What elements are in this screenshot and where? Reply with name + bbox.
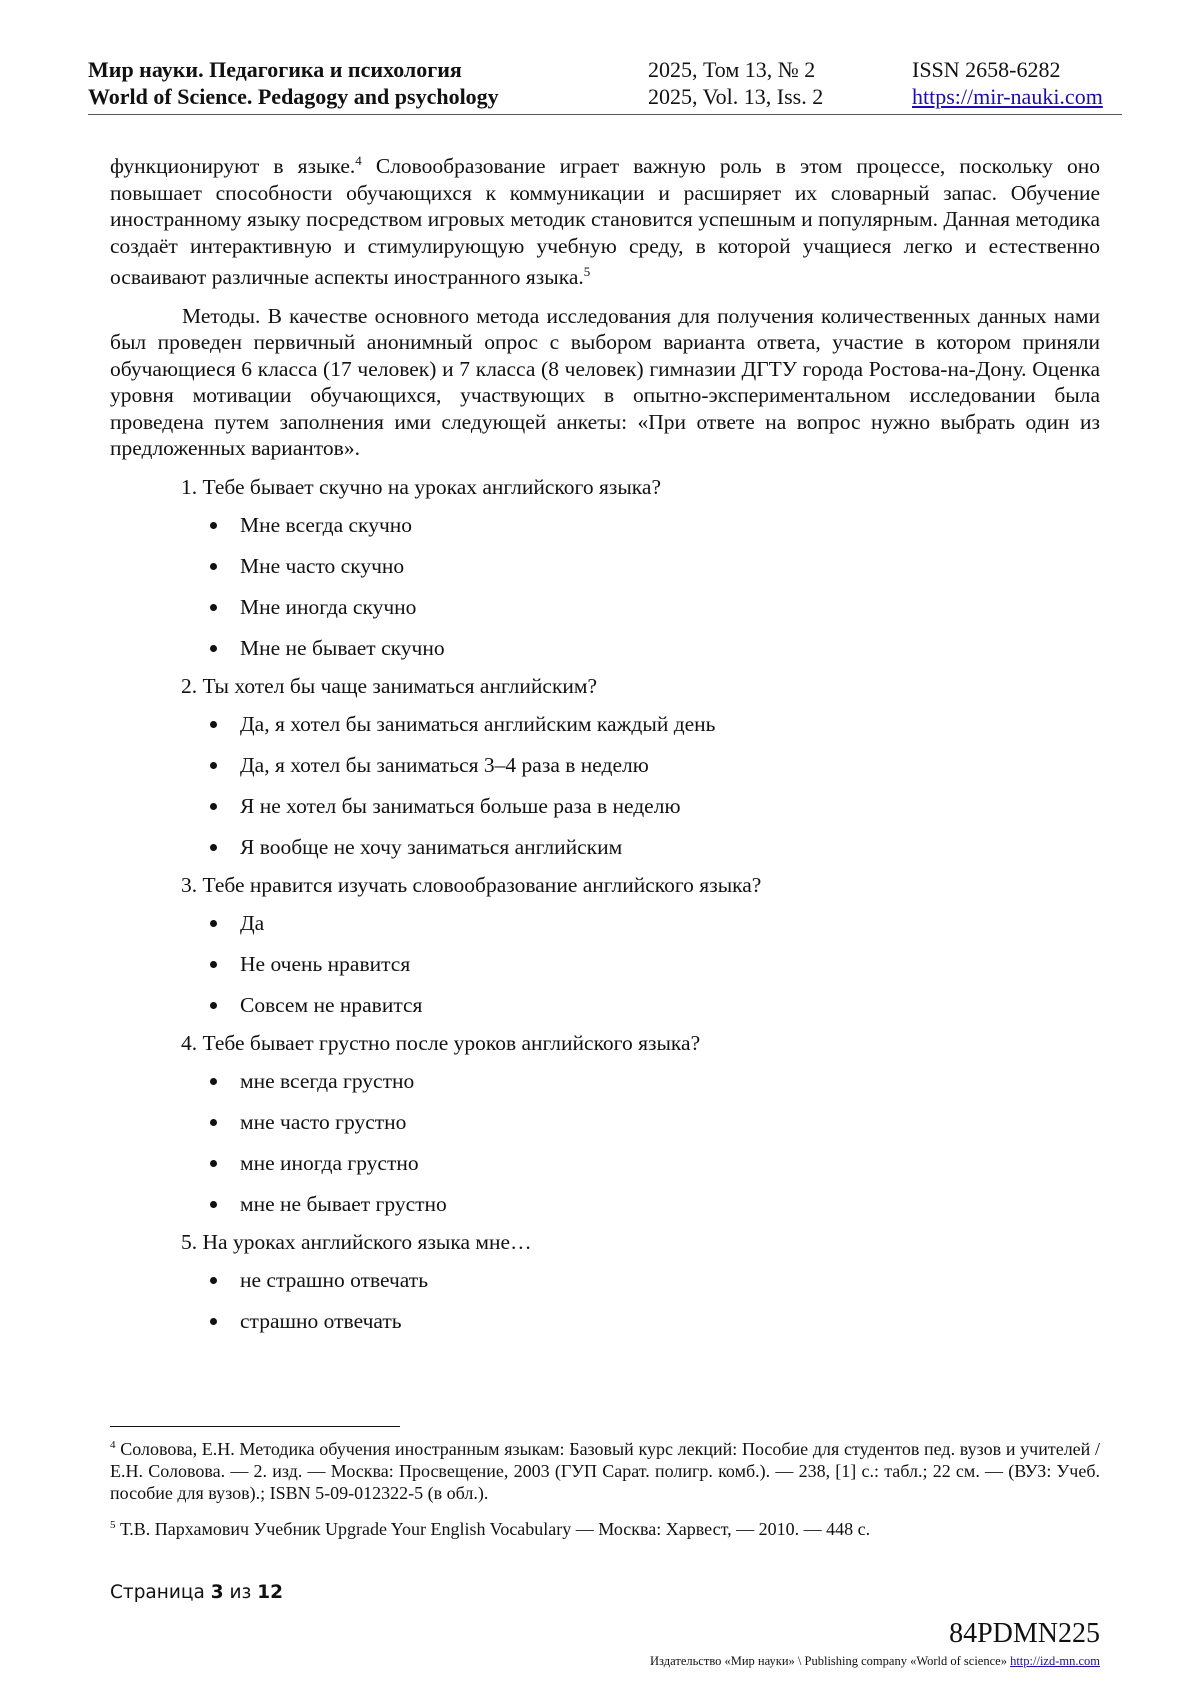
- bullet-icon: [210, 721, 217, 728]
- question-text: 3. Тебе нравится изучать словообразование английского языка?: [181, 872, 762, 897]
- footnote-ref-5[interactable]: 5: [583, 264, 591, 280]
- option-text: Да: [240, 910, 265, 935]
- option-item: [240, 635, 1100, 661]
- option-text: мне часто грустно: [240, 1109, 407, 1134]
- option-text: Мне всегда скучно: [240, 512, 413, 537]
- option-text: Не очень нравится: [240, 951, 411, 976]
- option-text: мне всегда грустно: [240, 1068, 415, 1093]
- journal-title: [88, 56, 499, 110]
- footnote-divider: [110, 1426, 400, 1427]
- option-item: [240, 1267, 1100, 1293]
- option-item: [240, 793, 1100, 819]
- option-list: [110, 1068, 1100, 1217]
- option-text: Мне иногда скучно: [240, 594, 417, 619]
- paragraph-methods: Методы. В качестве основного метода исследования для получения количественных данных нами был проведен первичный анонимный опрос с выбором варианта ответа, участие в котором приняли обучающиеся 6 класса (17 человек) и 7 класса (8 человек) гимназии ДГТУ города Ростова-на-Дону. Оценка уровня мотивации обучающихся, участвующих в опытно-экспериментальном исследовании была проведена путем заполнения ими следующей анкеты: «При ответе на вопрос нужно выбрать один из предложенных вариантов».: [110, 303, 1100, 461]
- publisher-line: [650, 1654, 1100, 1669]
- document-code: 84PDMN225: [949, 1618, 1100, 1649]
- question-item: [110, 1229, 1100, 1334]
- option-text: мне не бывает грустно: [240, 1191, 447, 1216]
- option-text: не страшно отвечать: [240, 1267, 428, 1292]
- option-item: [240, 512, 1100, 538]
- bullet-icon: [210, 1002, 217, 1009]
- bullet-icon: [210, 844, 217, 851]
- option-item: [240, 992, 1100, 1018]
- issn-block: [912, 56, 1103, 110]
- question-item: [110, 872, 1100, 1018]
- footnote-text: Т.В. Пархамович Учебник Upgrade Your English Vocabulary — Москва: Харвест, — 2010. — 448 с.: [115, 1519, 871, 1539]
- bullet-icon: [210, 920, 217, 927]
- option-item: [240, 910, 1100, 936]
- option-text: Я вообще не хочу заниматься английским: [240, 834, 623, 859]
- option-text: Совсем не нравится: [240, 992, 423, 1017]
- bullet-icon: [210, 604, 217, 611]
- question-text: 4. Тебе бывает грустно после уроков английского языка?: [181, 1030, 701, 1055]
- option-list: [110, 512, 1100, 661]
- issue-info: [648, 56, 823, 110]
- question-item: [110, 673, 1100, 860]
- footnote-text: Соловова, Е.Н. Методика обучения иностранным языкам: Базовый курс лекций: Пособие для студентов пед. вузов и учителей / Е.Н. Соловова. — 2. изд. — Москва: Просвещение, 2003 (ГУП Сарат. полигр. комб.). — 238, [1] с.: табл.; 22 см. — (ВУЗ: Учеб. пособие для вузов).; ISBN 5-09-012322-5 (в обл.).: [110, 1439, 1100, 1503]
- page-label: Страница: [110, 1582, 211, 1603]
- option-list: [110, 910, 1100, 1018]
- option-text: Мне часто скучно: [240, 553, 405, 578]
- footnote-ref-4[interactable]: 4: [355, 153, 362, 168]
- option-item: [240, 752, 1100, 778]
- option-item: [240, 553, 1100, 579]
- bullet-icon: [210, 1078, 217, 1085]
- option-list: [110, 1267, 1100, 1334]
- option-text: страшно отвечать: [240, 1308, 402, 1333]
- bullet-icon: [210, 522, 217, 529]
- paragraph-intro-text-b: Словообразование играет важную роль в этом процессе, поскольку оно повышает способности обучающихся к коммуникации и расширяет их словарный запас. Обучение иностранному языку посредством игровых методик становится успешным и популярным. Данная методика создаёт интерактивную и стимулирующую учебную среду, в которой учащиеся легко и естественно осваивают различные аспекты иностранного языка.: [110, 154, 1101, 290]
- bullet-icon: [210, 1201, 217, 1208]
- bullet-icon: [210, 803, 217, 810]
- page-total: 12: [257, 1582, 283, 1603]
- publisher-url-link[interactable]: http://izd-mn.com: [1010, 1654, 1100, 1668]
- paragraph-intro-text-a: функционируют в языке.: [110, 154, 356, 179]
- publisher-text: Издательство «Мир науки» \ Publishing company «World of science»: [650, 1654, 1011, 1668]
- article-body: [110, 148, 1100, 1346]
- option-item: [240, 951, 1100, 977]
- option-item: [240, 711, 1100, 737]
- issue-ru: 2025, Том 13, № 2: [648, 57, 816, 82]
- option-item: [240, 1191, 1100, 1217]
- journal-title-en: World of Science. Pedagogy and psychology: [88, 84, 499, 109]
- option-text: Мне не бывает скучно: [240, 635, 445, 660]
- bullet-icon: [210, 645, 217, 652]
- page-number: [110, 1582, 283, 1603]
- option-item: [240, 1308, 1100, 1334]
- option-item: [240, 1068, 1100, 1094]
- option-item: [240, 1150, 1100, 1176]
- footnote-5: [110, 1514, 1100, 1540]
- page-current: 3: [210, 1582, 224, 1603]
- footnotes: [110, 1434, 1100, 1550]
- option-item: [240, 834, 1100, 860]
- option-item: [240, 594, 1100, 620]
- page-separator: из: [223, 1582, 258, 1603]
- issn: ISSN 2658-6282: [912, 57, 1061, 82]
- option-text: мне иногда грустно: [240, 1150, 419, 1175]
- question-item: [110, 474, 1100, 661]
- footnote-number: 5: [110, 1519, 116, 1531]
- option-item: [240, 1109, 1100, 1135]
- bullet-icon: [210, 1318, 217, 1325]
- question-text: 1. Тебе бывает скучно на уроках английского языка?: [181, 474, 661, 499]
- option-text: Да, я хотел бы заниматься английским каждый день: [240, 711, 716, 736]
- bullet-icon: [210, 1119, 217, 1126]
- paragraph-intro: [110, 148, 1100, 291]
- option-text: Да, я хотел бы заниматься 3–4 раза в неделю: [240, 752, 649, 777]
- option-text: Я не хотел бы заниматься больше раза в неделю: [240, 793, 681, 818]
- footnote-number: 4: [110, 1439, 116, 1451]
- question-item: [110, 1030, 1100, 1217]
- bullet-icon: [210, 1277, 217, 1284]
- footnote-4: [110, 1434, 1100, 1504]
- question-text: 2. Ты хотел бы чаще заниматься английским?: [181, 673, 598, 698]
- bullet-icon: [210, 762, 217, 769]
- journal-url-link[interactable]: https://mir-nauki.com: [912, 84, 1103, 109]
- questionnaire: [110, 474, 1100, 1334]
- option-list: [110, 711, 1100, 860]
- bullet-icon: [210, 563, 217, 570]
- journal-title-ru: Мир науки. Педагогика и психология: [88, 57, 462, 82]
- bullet-icon: [210, 961, 217, 968]
- issue-en: 2025, Vol. 13, Iss. 2: [648, 84, 824, 109]
- page-header: [88, 56, 1122, 115]
- question-text: 5. На уроках английского языка мне…: [181, 1229, 532, 1254]
- bullet-icon: [210, 1160, 217, 1167]
